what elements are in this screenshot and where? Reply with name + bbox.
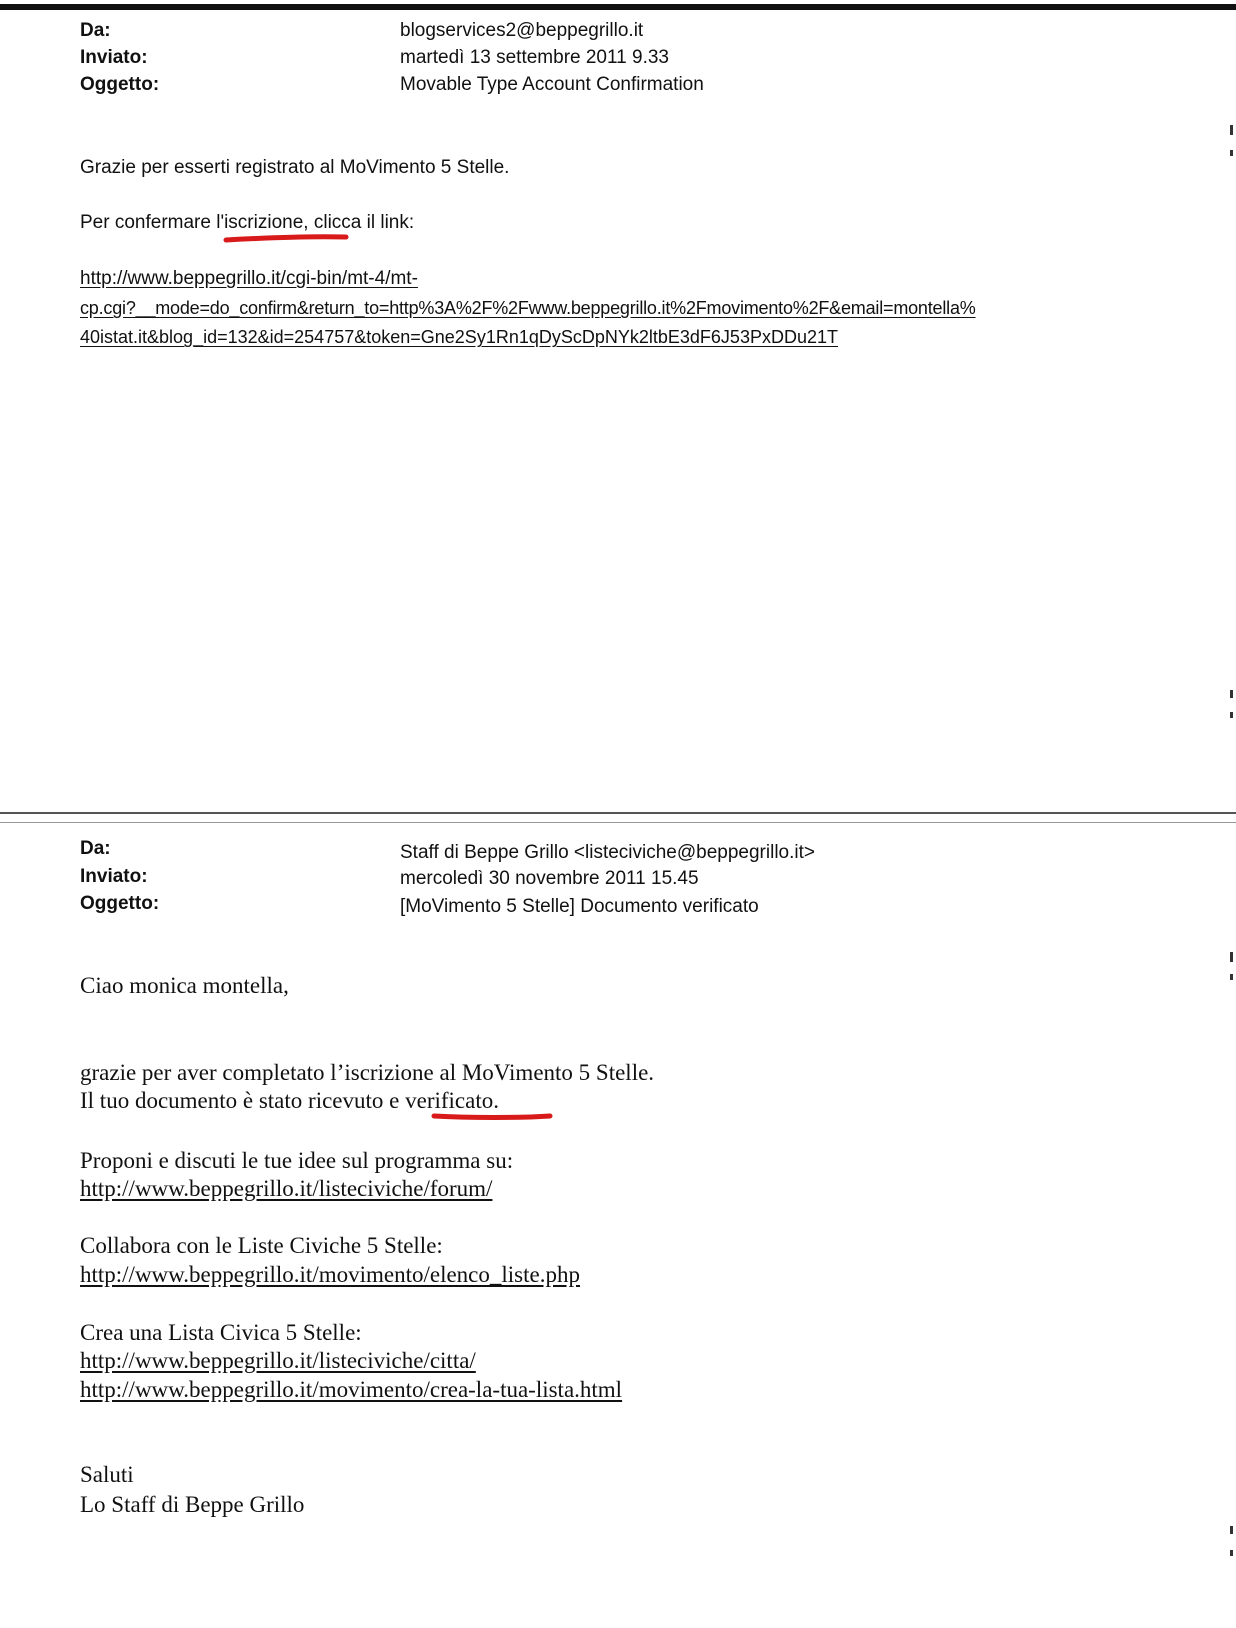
email2-verified-before: Il tuo documento è stato ricevuto e [80,1088,406,1113]
email1-confirm-link-line2[interactable]: cp.cgi?__mode=do_confirm&return_to=http%3A%2F%2Fwww.beppegrillo.it%2Fmovimento%2F&email=montella% [80,298,976,318]
email1-sent-label: Inviato: [80,47,148,68]
email2-greeting: Ciao monica montella, [80,973,289,998]
email2-crea-lista-text: Crea una Lista Civica 5 Stelle: [80,1320,362,1345]
scan-edge-mark [1230,150,1233,156]
email2-collabora-text: Collabora con le Liste Civiche 5 Stelle: [80,1233,443,1258]
email2-elenco-liste-link[interactable]: http://www.beppegrillo.it/movimento/elenco_liste.php [80,1262,580,1287]
email1-subject-value: Movable Type Account Confirmation [400,74,704,95]
email2-sent-value: mercoledì 30 novembre 2011 15.45 [400,868,699,889]
email2-verified-highlight: verificato. [405,1088,499,1113]
page-divider [0,812,1236,814]
email1-red-underline [222,230,350,246]
email2-forum-link[interactable]: http://www.beppegrillo.it/listeciviche/forum/ [80,1176,493,1201]
email2-closing-greeting: Saluti [80,1462,134,1487]
email1-subject-label: Oggetto: [80,74,160,95]
email2-forum-text: Proponi e discuti le tue idee sul programma su: [80,1148,514,1173]
email1-confirm-highlight: l'iscrizione, [216,212,309,233]
scan-edge-mark [1230,690,1233,698]
scan-edge-mark [1230,1526,1233,1534]
top-edge-rule [0,4,1236,10]
email1-confirm-link-line3[interactable]: 40istat.it&blog_id=132&id=254757&token=Gne2Sy1Rn1qDyScDpNYk2ltbE3dF6J53PxDDu21T [80,327,838,347]
email1-from-label: Da: [80,20,111,41]
email1-sent-value: martedì 13 settembre 2011 9.33 [400,47,669,68]
email2-red-underline [430,1108,554,1124]
email2-sent-label: Inviato: [80,866,148,887]
scan-edge-mark [1230,712,1233,718]
email2-closing-signature: Lo Staff di Beppe Grillo [80,1492,305,1517]
email2-thanks-line: grazie per aver completato l’iscrizione al MoVimento 5 Stelle. [80,1060,655,1085]
email1-confirm-after: clicca il link: [308,212,415,233]
email2-subject-value: [MoVimento 5 Stelle] Documento verificato [400,896,759,917]
email2-citta-link[interactable]: http://www.beppegrillo.it/listeciviche/citta/ [80,1348,476,1373]
email2-from-label: Da: [80,838,111,859]
scan-edge-mark [1230,1550,1233,1556]
scan-edge-mark [1230,974,1233,980]
email1-confirm-before: Per confermare [80,212,217,233]
email2-crea-la-tua-lista-link[interactable]: http://www.beppegrillo.it/movimento/crea-la-tua-lista.html [80,1377,623,1402]
email2-from-value: Staff di Beppe Grillo <listeciviche@beppegrillo.it> [400,842,815,863]
email1-thanks-line: Grazie per esserti registrato al MoVimento 5 Stelle. [80,157,510,178]
email1-from-value: blogservices2@beppegrillo.it [400,20,644,41]
email2-subject-label: Oggetto: [80,893,160,914]
scan-edge-mark [1230,952,1233,962]
page-divider-secondary [0,822,1236,823]
scan-edge-mark [1230,125,1233,135]
email1-confirm-link-line1[interactable]: http://www.beppegrillo.it/cgi-bin/mt-4/mt- [80,268,418,289]
